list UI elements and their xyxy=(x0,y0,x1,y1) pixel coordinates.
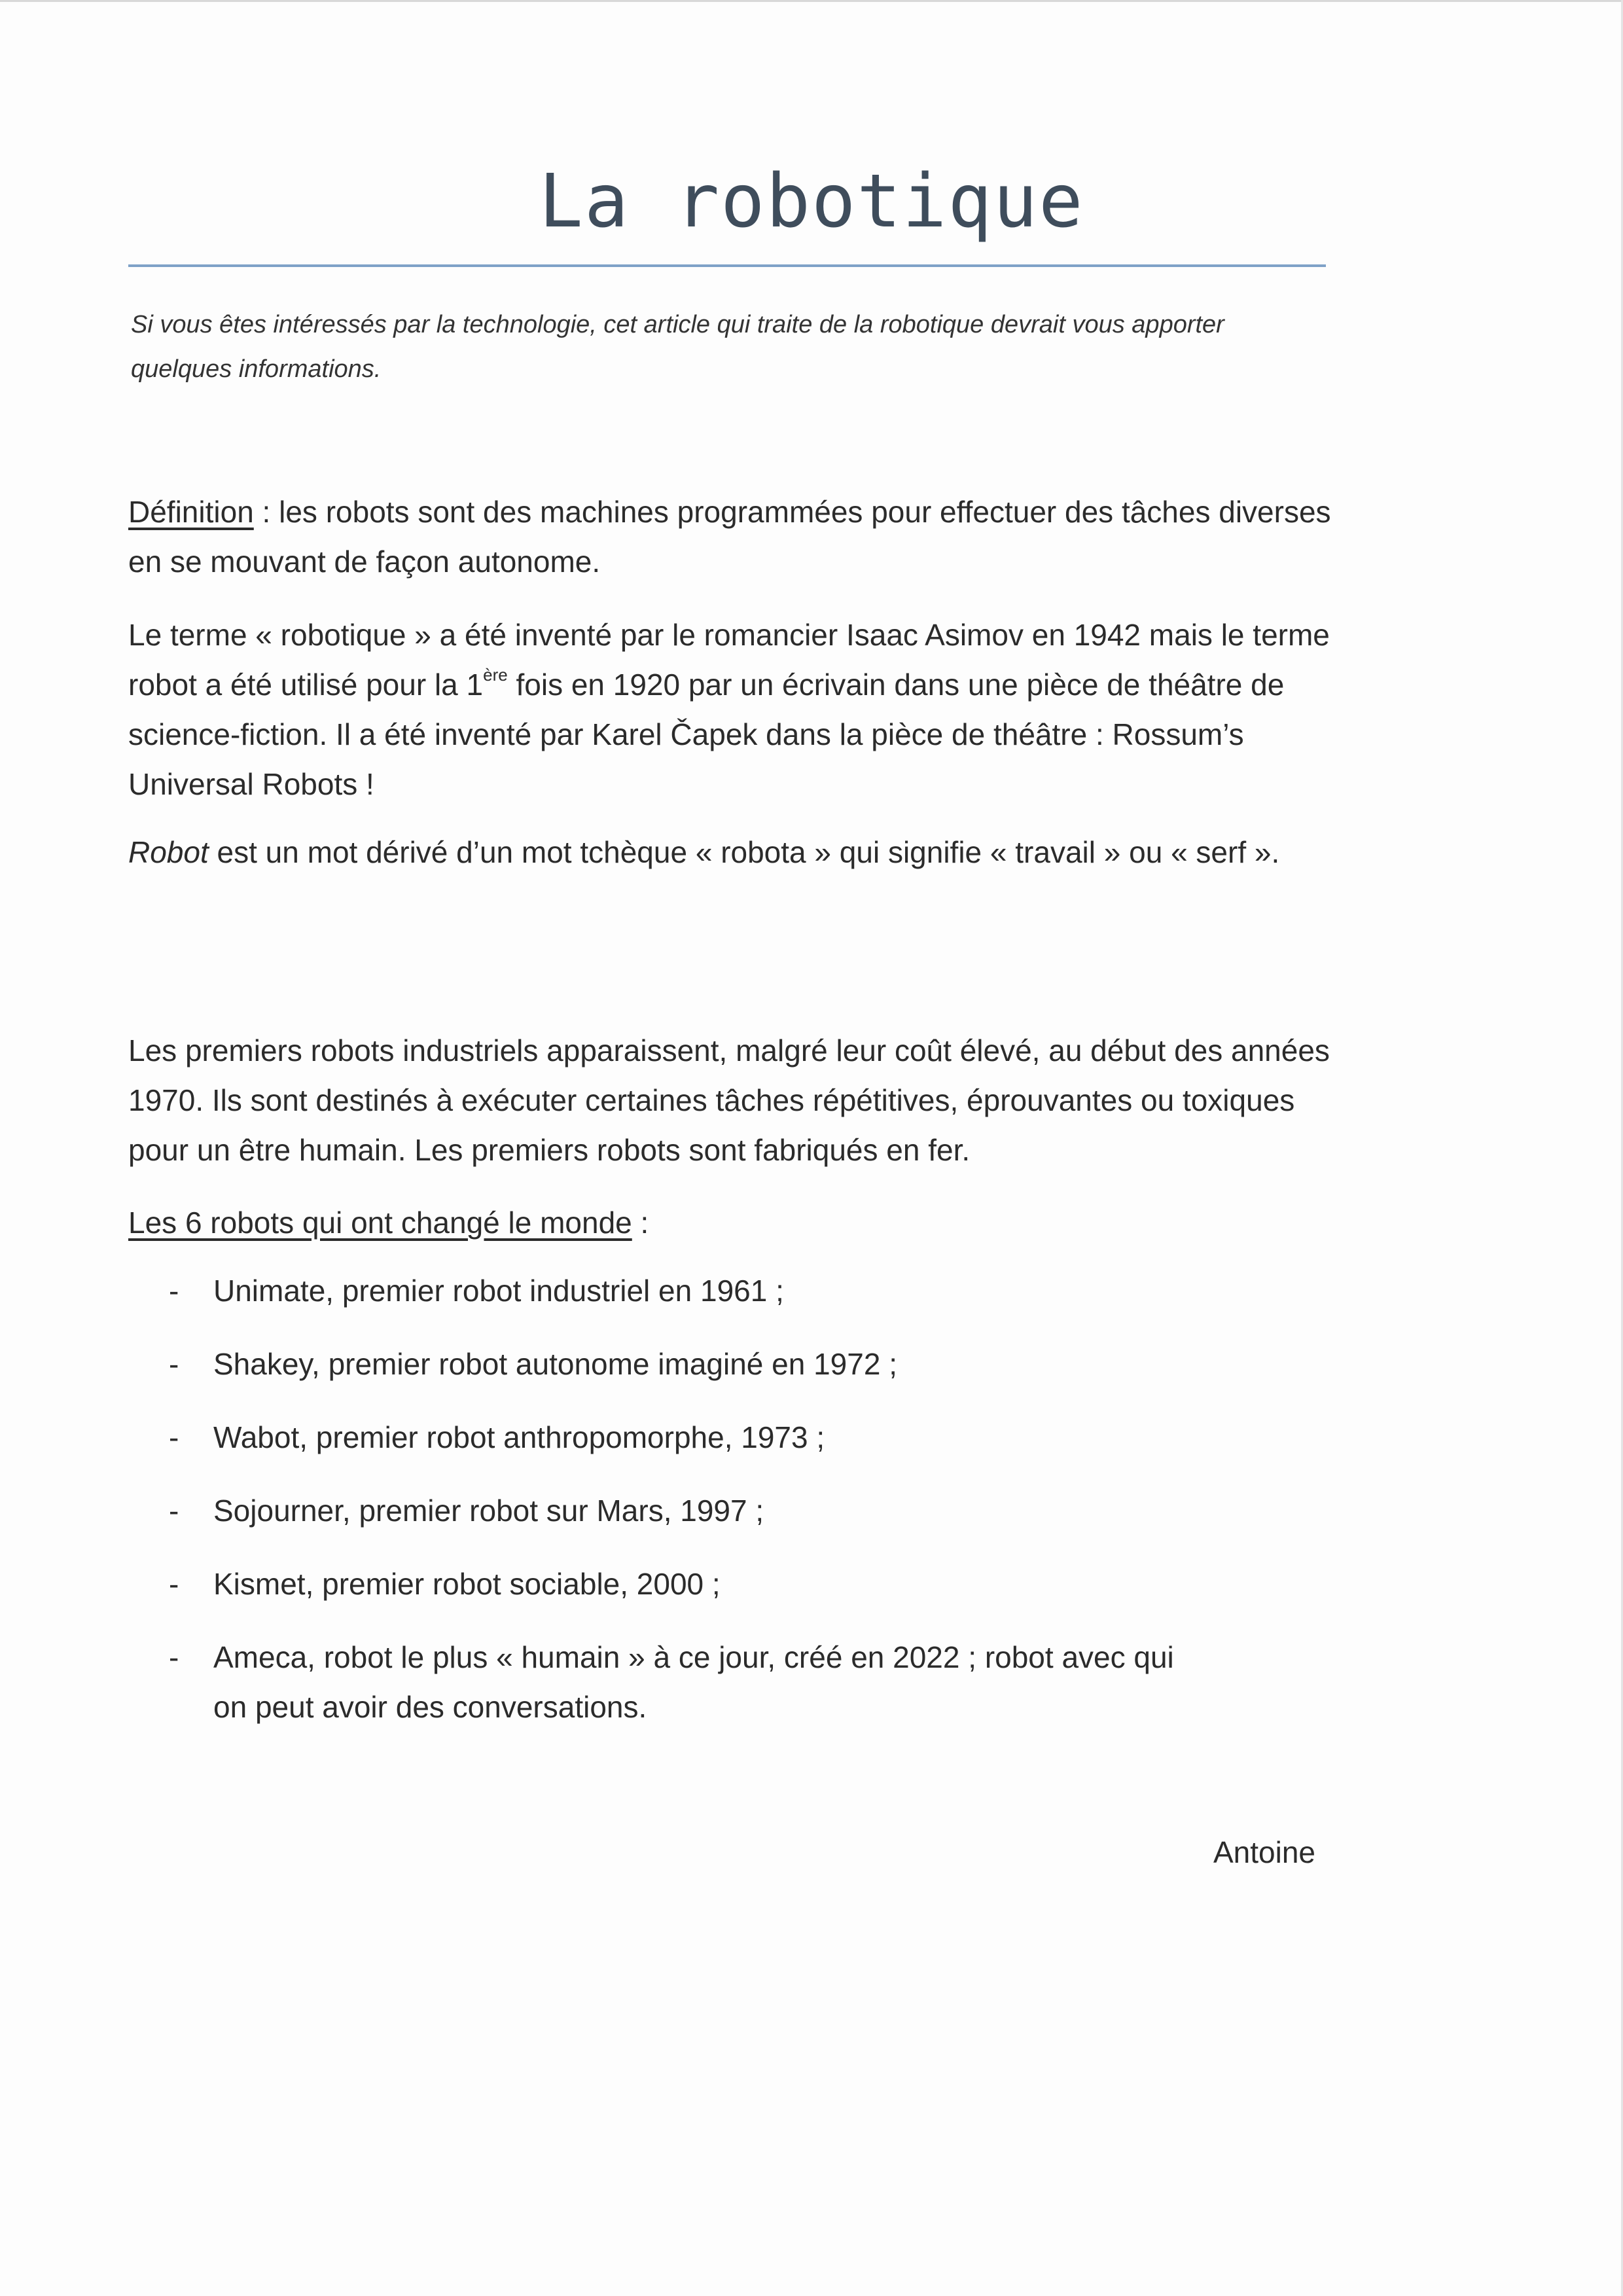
list-item xyxy=(128,1266,1346,1316)
industrial-text: Les premiers robots industriels apparaissent, malgré leur coût élevé, au début des années 1970. Ils sont destinés à exécuter certaines tâches répétitives, éprouvantes ou toxiques pour un être humain. Les premiers robots sont fabriqués en fer. xyxy=(128,1033,1330,1167)
origin-paragraph xyxy=(128,610,1346,809)
list-item-text: Ameca, robot le plus « humain » à ce jour, créé en 2022 ; robot avec qui on peut avoir des conversations. xyxy=(213,1640,1174,1724)
list-item xyxy=(128,1412,1346,1462)
list-dash: - xyxy=(169,1494,179,1528)
list-item-text: Unimate, premier robot industriel en 1961 ; xyxy=(213,1274,784,1308)
intro-text: Si vous êtes intéressés par la technologie, cet article qui traite de la robotique devrait vous apporter quelques informations. xyxy=(131,311,1224,383)
list-item xyxy=(128,1632,1346,1732)
definition-label: Définition xyxy=(128,495,254,529)
etymology-text: est un mot dérivé d’un mot tchèque « robota » qui signifie « travail » ou « serf ». xyxy=(208,835,1280,869)
ordinal-superscript: ère xyxy=(483,664,508,685)
list-item-text: Kismet, premier robot sociable, 2000 ; xyxy=(213,1567,721,1601)
list-heading-suffix: : xyxy=(632,1206,649,1240)
definition-text: : les robots sont des machines programmées pour effectuer des tâches diverses en se mouvant de façon autonome. xyxy=(128,495,1331,579)
list-item xyxy=(128,1486,1346,1535)
list-item-text: Sojourner, premier robot sur Mars, 1997 ; xyxy=(213,1494,764,1528)
list-dash: - xyxy=(169,1567,179,1601)
list-item xyxy=(128,1559,1346,1609)
list-item-text: Wabot, premier robot anthropomorphe, 1973 ; xyxy=(213,1420,825,1454)
list-dash: - xyxy=(169,1420,179,1454)
scan-edge-top xyxy=(0,0,1623,2)
page-title: La robotique xyxy=(539,159,1084,244)
definition-paragraph xyxy=(128,487,1346,586)
list-dash: - xyxy=(169,1347,179,1381)
list-item xyxy=(128,1339,1346,1389)
origin-text-part1: Le terme « robotique » a été inventé par le romancier Isaac Asimov en 1942 mais le terme robot a été utilisé pour la 1 xyxy=(128,618,1330,702)
etymology-word: Robot xyxy=(128,835,209,869)
list-item-text: Shakey, premier robot autonome imaginé en 1972 ; xyxy=(213,1347,897,1381)
author-signature: Antoine xyxy=(1213,1835,1315,1869)
origin-text-part2: fois en 1920 par un écrivain dans une pièce de théâtre de science-fiction. Il a été inventé par Karel Čapek dans la pièce de théâtre : Rossum’s Universal Robots ! xyxy=(128,668,1285,801)
industrial-paragraph xyxy=(128,1026,1346,1175)
robots-list xyxy=(128,1266,1346,1755)
list-heading xyxy=(128,1198,1346,1247)
list-heading-label: Les 6 robots qui ont changé le monde xyxy=(128,1206,632,1240)
list-dash: - xyxy=(169,1274,179,1308)
etymology-paragraph xyxy=(128,827,1346,877)
title-divider xyxy=(128,264,1326,267)
list-dash: - xyxy=(169,1640,179,1674)
